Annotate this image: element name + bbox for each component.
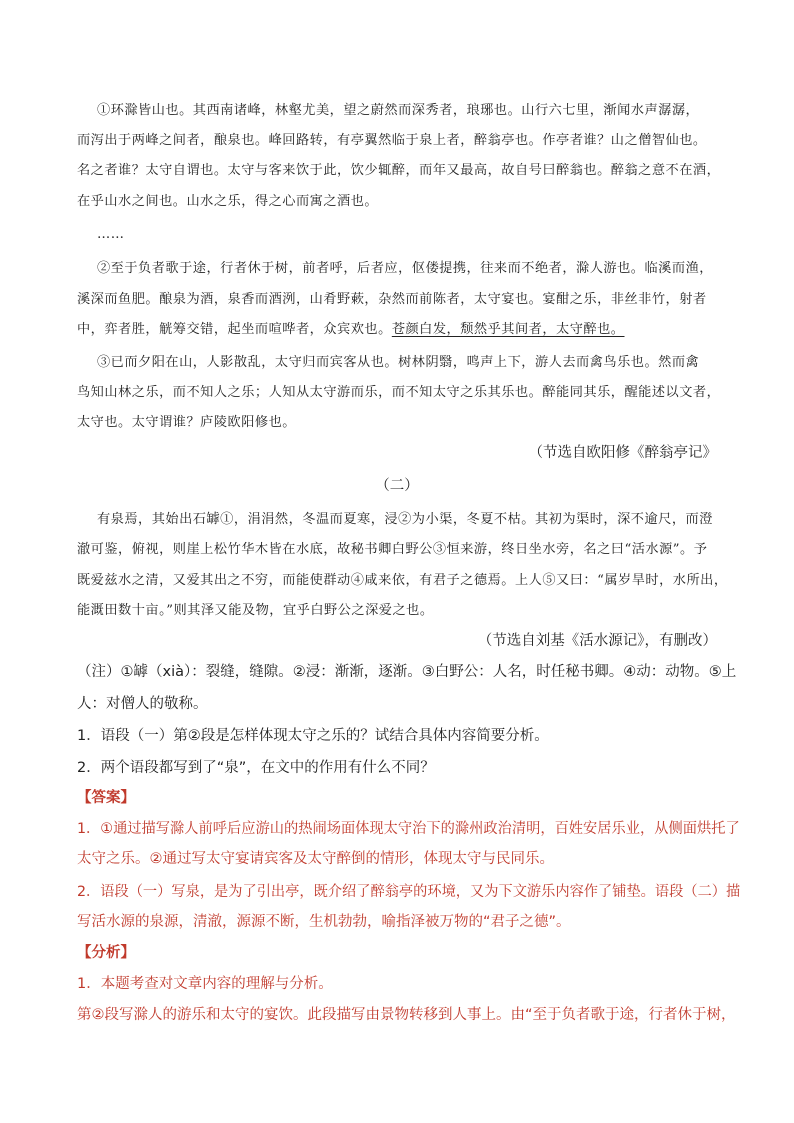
passage1-para3-line1: ③已而夕阳在山，人影散乱，太守归而宾客从也。树林阴翳，鸣声上下，游人去而禽鸟乐也。然而禽 xyxy=(97,355,700,370)
passage1-para1-line2: 而泻出于两峰之间者，酿泉也。峰回路转，有亭翼然临于泉上者，醉翁亭也。作亭者谁？山之僧智仙也。 xyxy=(77,133,707,148)
passage1-source: （节选自欧阳修《醉翁亭记》 xyxy=(528,445,717,461)
answer-line3: 2．语段（一）写泉，是为了引出亭，既介绍了醉翁亭的环境，又为下文游乐内容作了铺垫。语段（二）描 xyxy=(77,884,741,900)
passage2-line1: 有泉焉，其始出石罅①，涓涓然，冬温而夏寒，浸②为小渠，冬夏不枯。其初为渠时，深不逾尺，而澄 xyxy=(97,512,713,527)
passage1-para2-line2: 溪深而鱼肥。酿泉为酒，泉香而酒洌，山肴野蔌，杂然而前陈者，太守宴也。宴酣之乐，非丝非竹，射者 xyxy=(77,292,707,307)
answer-line1: 1．①通过描写滁人前呼后应游山的热闹场面体现太守治下的滁州政治清明，百姓安居乐业，从侧面烘托了 xyxy=(77,821,740,837)
passage2-line3: 既爱兹水之清，又爱其出之不穷，而能使群动④咸来依，有君子之德焉。上人⑤又曰：“属岁旱时，水所出， xyxy=(77,573,728,588)
analysis-heading: 【分析】 xyxy=(77,945,135,961)
passage2-line4: 能溉田数十亩。”则其泽又能及物，宜乎白野公之深爱之也。 xyxy=(77,603,434,618)
analysis-line1: 1．本题考查对文章内容的理解与分析。 xyxy=(77,976,333,992)
answer-line2: 太守之乐。②通过写太守宴请宾客及太守醉倒的情形，体现太守与民同乐。 xyxy=(77,851,554,867)
passage1-para2-line3-text: 中，弈者胜，觥筹交错，起坐而喧哗者，众宾欢也。 xyxy=(77,322,392,337)
passage1-para3-line3: 太守也。太守谓谁？庐陵欧阳修也。 xyxy=(77,415,296,430)
question-1: 1．语段（一）第②段是怎样体现太守之乐的？试结合具体内容简要分析。 xyxy=(77,728,549,744)
passage1-para2-line1: ②至于负者歌于途，行者休于树，前者呼，后者应，伛偻提携，往来而不绝者，滁人游也。临溪而渔， xyxy=(97,261,713,276)
analysis-line2: 第②段写滁人的游乐和太守的宴饮。此段描写由景物转移到人事上。由“至于负者歌于途，行者休于树， xyxy=(77,1007,736,1023)
passage1-para1-line3: 名之者谁？太守自谓也。太守与客来饮于此，饮少辄醉，而年又最高，故自号曰醉翁也。醉翁之意不在酒， xyxy=(77,163,721,178)
notes-line1: （注）①罅（xià）：裂缝，缝隙。②浸：渐渐，逐渐。③白野公：人名，时任秘书卿。④动：动物。⑤上 xyxy=(77,664,737,680)
passage1-para1-line1: ①环滁皆山也。其西南诸峰，林壑尤美，望之蔚然而深秀者，琅琊也。山行六七里，渐闻水声潺潺， xyxy=(97,103,700,118)
ellipsis: …… xyxy=(97,227,125,242)
passage2-heading: （二） xyxy=(375,478,419,494)
notes-line2: 人：对僧人的敬称。 xyxy=(77,696,208,712)
underlined-sentence: 苍颜白发，颓然乎其间者，太守醉也。 xyxy=(391,322,625,337)
passage1-para3-line2: 鸟知山林之乐，而不知人之乐；人知从太守游而乐，而不知太守之乐其乐也。醉能同其乐，醒能述以文者， xyxy=(77,385,721,400)
question-2: 2．两个语段都写到了“泉”，在文中的作用有什么不同？ xyxy=(77,760,435,776)
passage2-source: （节选自刘基《活水源记》，有删改） xyxy=(477,633,717,649)
passage1-para1-line4: 在乎山水之间也。山水之乐，得之心而寓之酒也。 xyxy=(77,194,379,209)
passage2-line2: 澈可鉴，俯视，则崖上松竹华木皆在水底，故秘书卿白野公③恒来游，终日坐水旁，名之曰“活水源”。予 xyxy=(77,542,708,557)
passage1-para2-line3 xyxy=(77,323,625,336)
answer-heading: 【答案】 xyxy=(77,790,135,806)
answer-line4: 写活水源的泉源，清澈，源源不断，生机勃勃，喻指泽被万物的“君子之德”。 xyxy=(77,914,571,930)
